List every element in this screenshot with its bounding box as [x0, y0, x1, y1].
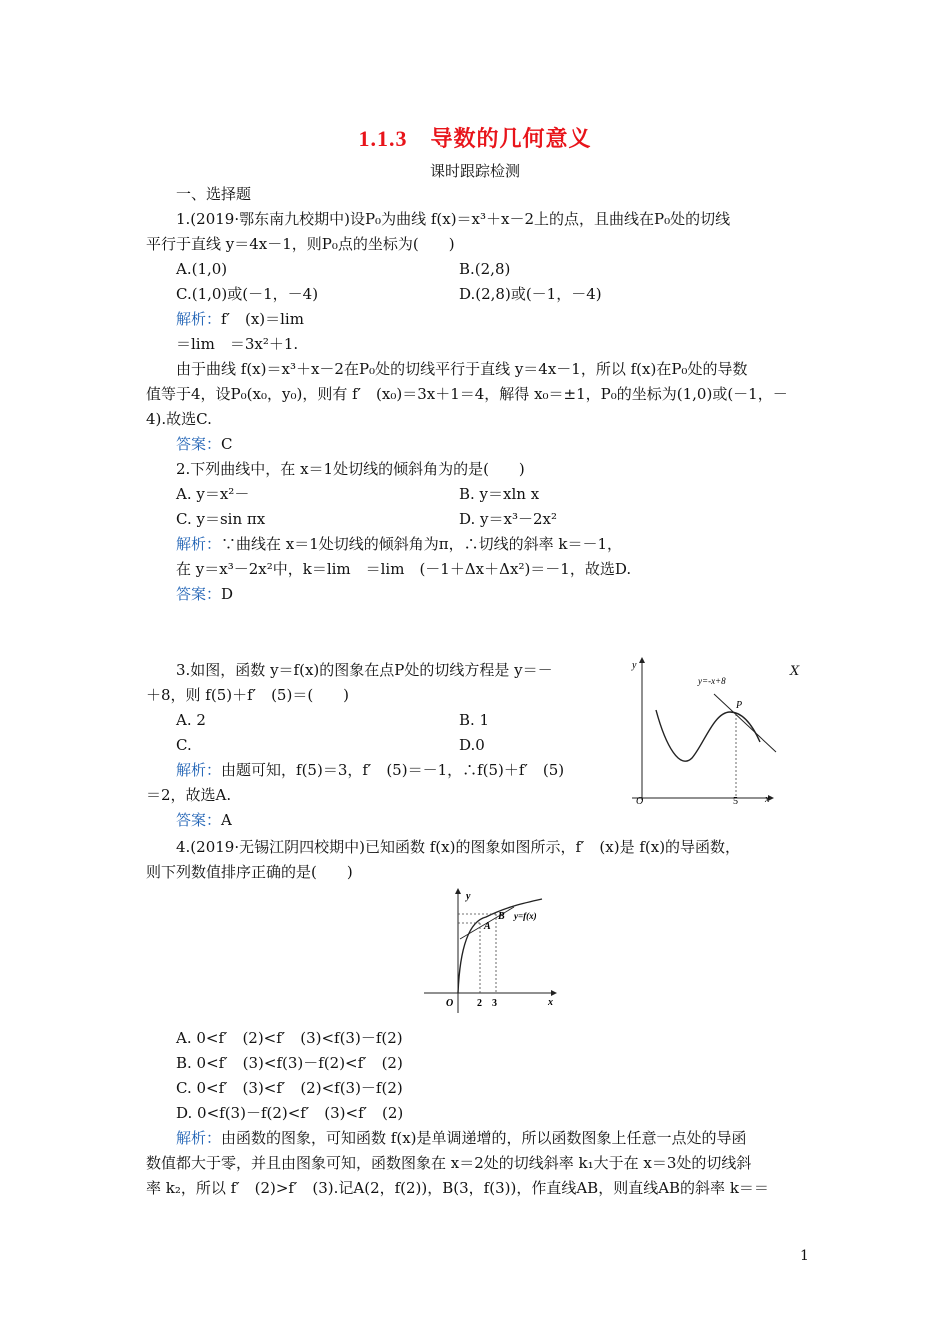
- q3-option-d: D.0: [459, 736, 485, 754]
- q1-solution-line3: 由于曲线 f(x)＝x³＋x－2在P₀处的切线平行于直线 y＝4x－1，所以 f(x)在P₀处的导数: [176, 360, 748, 378]
- q3-option-c: C.: [176, 736, 192, 754]
- q4-origin-label: O: [446, 998, 454, 1009]
- q1-option-a: A.(1,0): [176, 260, 228, 278]
- q4-option-d: D. 0<f(3)－f(2)<f′ (3)<f′ (2): [176, 1104, 404, 1122]
- q3-solution-line2: ＝2，故选A.: [146, 786, 232, 804]
- q4-x-label: x: [548, 997, 553, 1008]
- q4-option-b: B. 0<f′ (3)<f(3)－f(2)<f′ (2): [176, 1054, 403, 1072]
- q1-option-c: C.(1,0)或(－1，－4): [176, 285, 319, 303]
- solution-text: 由函数的图象，可知函数 f(x)是单调递增的，所以函数图象上任意一点处的导函: [221, 1129, 747, 1147]
- q2-option-c: C. y＝sin πx: [176, 510, 266, 528]
- q3-stray-mark: X: [790, 664, 800, 679]
- q2-solution-line2: 在 y＝x³－2x²中，k＝lim ＝lim (－1＋Δx＋Δx²)＝－1，故选D.: [176, 560, 632, 578]
- q4-point-a: A: [484, 921, 491, 932]
- section-heading: 一、选择题: [176, 185, 252, 203]
- solution-text: 由题可知，f(5)＝3，f′ (5)＝－1，∴f(5)＋f′ (5): [221, 761, 565, 779]
- q4-curve-label: y=f(x): [514, 911, 537, 921]
- q4-tick-2: 2: [477, 998, 482, 1009]
- page-number: 1: [800, 1248, 809, 1264]
- q3-y-label: y: [632, 660, 637, 671]
- q3-point-label: P: [736, 700, 743, 711]
- q3-curve: [656, 710, 760, 761]
- q4-stem-line1: 4.(2019·无锡江阴四校期中)已知函数 f(x)的图象如图所示，f′ (x)是 f(x)的导函数，: [176, 838, 741, 856]
- solution-text: f′ (x)＝lim: [221, 310, 304, 328]
- q3-stem-line1: 3.如图，函数 y＝f(x)的图象在点P处的切线方程是 y＝－: [176, 661, 553, 679]
- q3-answer: [176, 810, 232, 830]
- answer-label: 答案：: [176, 811, 222, 829]
- q4-figure: [418, 885, 563, 1015]
- q1-solution-line1: [176, 309, 304, 329]
- answer-label: 答案：: [176, 585, 222, 603]
- q4-stem-line2: 则下列数值排序正确的是( ): [146, 863, 353, 881]
- q1-solution-line4: 值等于4，设P₀(x₀，y₀)，则有 f′ (x₀)＝3x＋1＝4，解得 x₀＝±1，P₀的坐标为(1,0)或(－1，－: [146, 385, 788, 403]
- q4-tick-3: 3: [492, 998, 497, 1009]
- q1-option-d: D.(2,8)或(－1，－4): [459, 285, 602, 303]
- q3-origin-label: O: [636, 796, 644, 807]
- page-subtitle: 课时跟踪检测: [429, 162, 520, 180]
- q2-option-a: A. y＝x²－: [176, 485, 250, 503]
- answer-label: 答案：: [176, 435, 222, 453]
- q1-solution-line5: 4).故选C.: [146, 410, 212, 428]
- q3-stem-line2: ＋8，则 f(5)＋f′ (5)＝( ): [146, 686, 350, 704]
- solution-label: 解析：: [176, 761, 222, 779]
- q1-option-b: B.(2,8): [459, 260, 511, 278]
- q1-stem-line2: 平行于直线 y＝4x－1，则P₀点的坐标为( ): [146, 235, 455, 253]
- q3-option-b: B. 1: [459, 711, 490, 729]
- q1-answer: [176, 434, 233, 454]
- q2-stem: 2.下列曲线中，在 x＝1处切线的倾斜角为的是( ): [176, 460, 525, 478]
- q4-solution-line3: 率 k₂，所以 f′ (2)>f′ (3).记A(2，f(2))，B(3，f(3))，作直线AB，则直线AB的斜率 k＝＝: [146, 1179, 769, 1197]
- q3-solution-line1: [176, 760, 564, 780]
- q4-option-c: C. 0<f′ (3)<f′ (2)<f(3)－f(2): [176, 1079, 403, 1097]
- q3-tick-5: 5: [733, 796, 738, 807]
- q2-solution-line1: [176, 534, 622, 554]
- solution-label: 解析：: [176, 1129, 222, 1147]
- q3-figure: [618, 652, 788, 812]
- q4-solution-line2: 数值都大于零，并且由图象可知，函数图象在 x＝2处的切线斜率 k₁大于在 x＝3处的切线斜: [146, 1154, 752, 1172]
- q4-option-a: A. 0<f′ (2)<f′ (3)<f(3)－f(2): [176, 1029, 403, 1047]
- q4-y-label: y: [466, 891, 471, 902]
- solution-label: 解析：: [176, 535, 222, 553]
- answer-value: D: [221, 585, 234, 603]
- answer-value: C: [221, 435, 233, 453]
- q4-point-b: B: [498, 911, 505, 922]
- page-title: 1.1.3 导数的几何意义: [358, 126, 592, 151]
- q3-option-a: A. 2: [176, 711, 206, 729]
- q2-option-b: B. y＝xln x: [459, 485, 540, 503]
- solution-label: 解析：: [176, 310, 222, 328]
- answer-value: A: [221, 811, 232, 829]
- q4-solution-line1: [176, 1128, 747, 1148]
- solution-text: ∵曲线在 x＝1处切线的倾斜角为π，∴切线的斜率 k＝－1，: [221, 535, 623, 553]
- q3-tangent-line: [714, 694, 776, 752]
- q1-solution-line2: ＝lim ＝3x²＋1.: [176, 335, 299, 353]
- q3-x-label: x: [765, 794, 770, 805]
- q2-answer: [176, 584, 233, 604]
- q3-line-label: y=-x+8: [698, 676, 726, 686]
- q1-stem-line1: 1.(2019·鄂东南九校期中)设P₀为曲线 f(x)＝x³＋x－2上的点，且曲线在P₀处的切线: [176, 210, 731, 228]
- q2-option-d: D. y＝x³－2x²: [459, 510, 557, 528]
